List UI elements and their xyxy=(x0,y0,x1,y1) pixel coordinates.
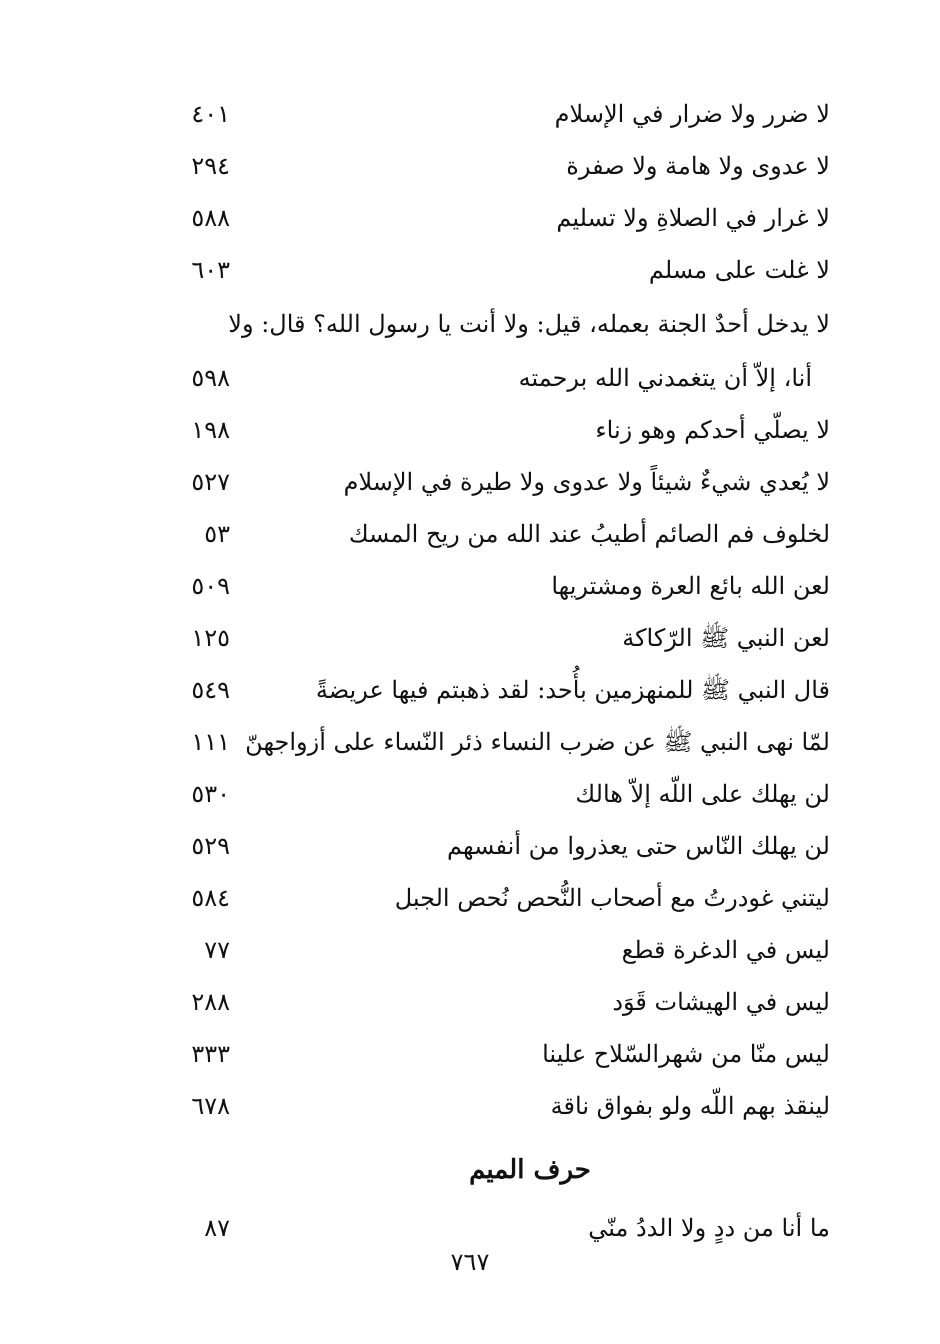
entry-text: لا يصلّي أحدكم وهو زناء xyxy=(595,416,830,444)
index-entry xyxy=(160,664,830,716)
entry-text: لن يهلك النّاس حتى يعذروا من أنفسهم xyxy=(447,832,830,860)
entry-text-line1: لا يدخل أحدٌ الجنة بعمله، قيل: ولا أنت يا رسول الله؟ قال: ولا xyxy=(228,310,830,338)
index-entry xyxy=(160,244,830,296)
index-entry xyxy=(160,1080,830,1132)
entry-text: ما أنا من ددٍ ولا الددُ منّي xyxy=(588,1214,830,1242)
entry-page-number: ٥٩٨ xyxy=(191,364,230,392)
entry-page-number: ٥٨٤ xyxy=(191,884,230,912)
entry-text: لعن الله بائع العرة ومشتريها xyxy=(551,572,830,600)
entry-text: ليس في الدغرة قطع xyxy=(621,936,830,964)
entry-page-number: ٦٧٨ xyxy=(191,1092,230,1120)
entry-text: قال النبي ﷺ للمنهزمين بأُحد: لقد ذهبتم فيها عريضةً xyxy=(315,676,830,704)
index-entry xyxy=(160,404,830,456)
entry-text: لينقذ بهم اللّه ولو بفواق ناقة xyxy=(550,1092,830,1120)
index-entry xyxy=(160,508,830,560)
entry-text: ليتني غودرتُ مع أصحاب النُّحص نُحص الجبل xyxy=(394,884,830,912)
entry-page-number: ٥٣ xyxy=(204,520,230,548)
entry-page-number: ٥٤٩ xyxy=(191,676,230,704)
index-entry xyxy=(160,872,830,924)
entry-page-number: ٦٠٣ xyxy=(191,256,230,284)
entry-text-line2: أنا، إلاّ أن يتغمدني الله برحمته xyxy=(518,364,812,392)
entry-text: ليس في الهيشات قَوَد xyxy=(612,988,830,1016)
entry-page-number: ٥٠٩ xyxy=(191,572,230,600)
index-entry xyxy=(160,560,830,612)
index-entry xyxy=(160,924,830,976)
entry-text: لن يهلك على اللّه إلاّ هالك xyxy=(575,780,830,808)
entry-text: لا غرار في الصلاةِ ولا تسليم xyxy=(556,204,830,232)
entry-page-number: ٣٣٣ xyxy=(191,1040,230,1068)
index-entry xyxy=(160,140,830,192)
entry-page-number: ٥٢٩ xyxy=(191,832,230,860)
index-entry xyxy=(160,456,830,508)
entry-text: لعن النبي ﷺ الرّكاكة xyxy=(622,624,830,652)
index-entry xyxy=(160,976,830,1028)
page-number: ٧٦٧ xyxy=(450,1248,490,1276)
section-heading: حرف الميم xyxy=(469,1155,591,1185)
index-entry xyxy=(160,192,830,244)
index-entry xyxy=(160,768,830,820)
entry-text: لخلوف فم الصائم أطيبُ عند الله من ريح المسك xyxy=(348,520,830,548)
entry-page-number: ٨٧ xyxy=(204,1214,230,1242)
entry-page-number: ١١١ xyxy=(191,728,230,756)
index-entry xyxy=(160,1202,830,1254)
index-entry-multiline xyxy=(160,296,830,404)
entry-page-number: ٧٧ xyxy=(204,936,230,964)
entry-text: لمّا نهى النبي ﷺ عن ضرب النساء ذئر النّساء على أزواجهنّ xyxy=(245,728,830,756)
index-entry xyxy=(160,820,830,872)
entry-text: ليس منّا من شهرالسّلاح علينا xyxy=(542,1040,830,1068)
entry-text: لا ضرر ولا ضرار في الإسلام xyxy=(554,100,830,128)
entry-page-number: ٤٠١ xyxy=(191,100,230,128)
entry-page-number: ٢٩٤ xyxy=(191,152,230,180)
entry-text: لا غلت على مسلم xyxy=(648,256,830,284)
entry-page-number: ٢٨٨ xyxy=(191,988,230,1016)
entry-page-number: ١٩٨ xyxy=(191,416,230,444)
entry-text: لا يُعدي شيءٌ شيئاً ولا عدوى ولا طيرة في الإسلام xyxy=(343,468,830,496)
entry-text: لا عدوى ولا هامة ولا صفرة xyxy=(566,152,830,180)
index-entry xyxy=(160,716,830,768)
entry-page-number: ٥٣٠ xyxy=(191,780,230,808)
entry-page-number: ٥٨٨ xyxy=(191,204,230,232)
index-entry xyxy=(160,88,830,140)
entry-page-number: ٥٢٧ xyxy=(191,468,230,496)
index-entry xyxy=(160,1028,830,1080)
index-list xyxy=(160,88,830,1254)
index-entry xyxy=(160,612,830,664)
entry-page-number: ١٢٥ xyxy=(191,624,230,652)
